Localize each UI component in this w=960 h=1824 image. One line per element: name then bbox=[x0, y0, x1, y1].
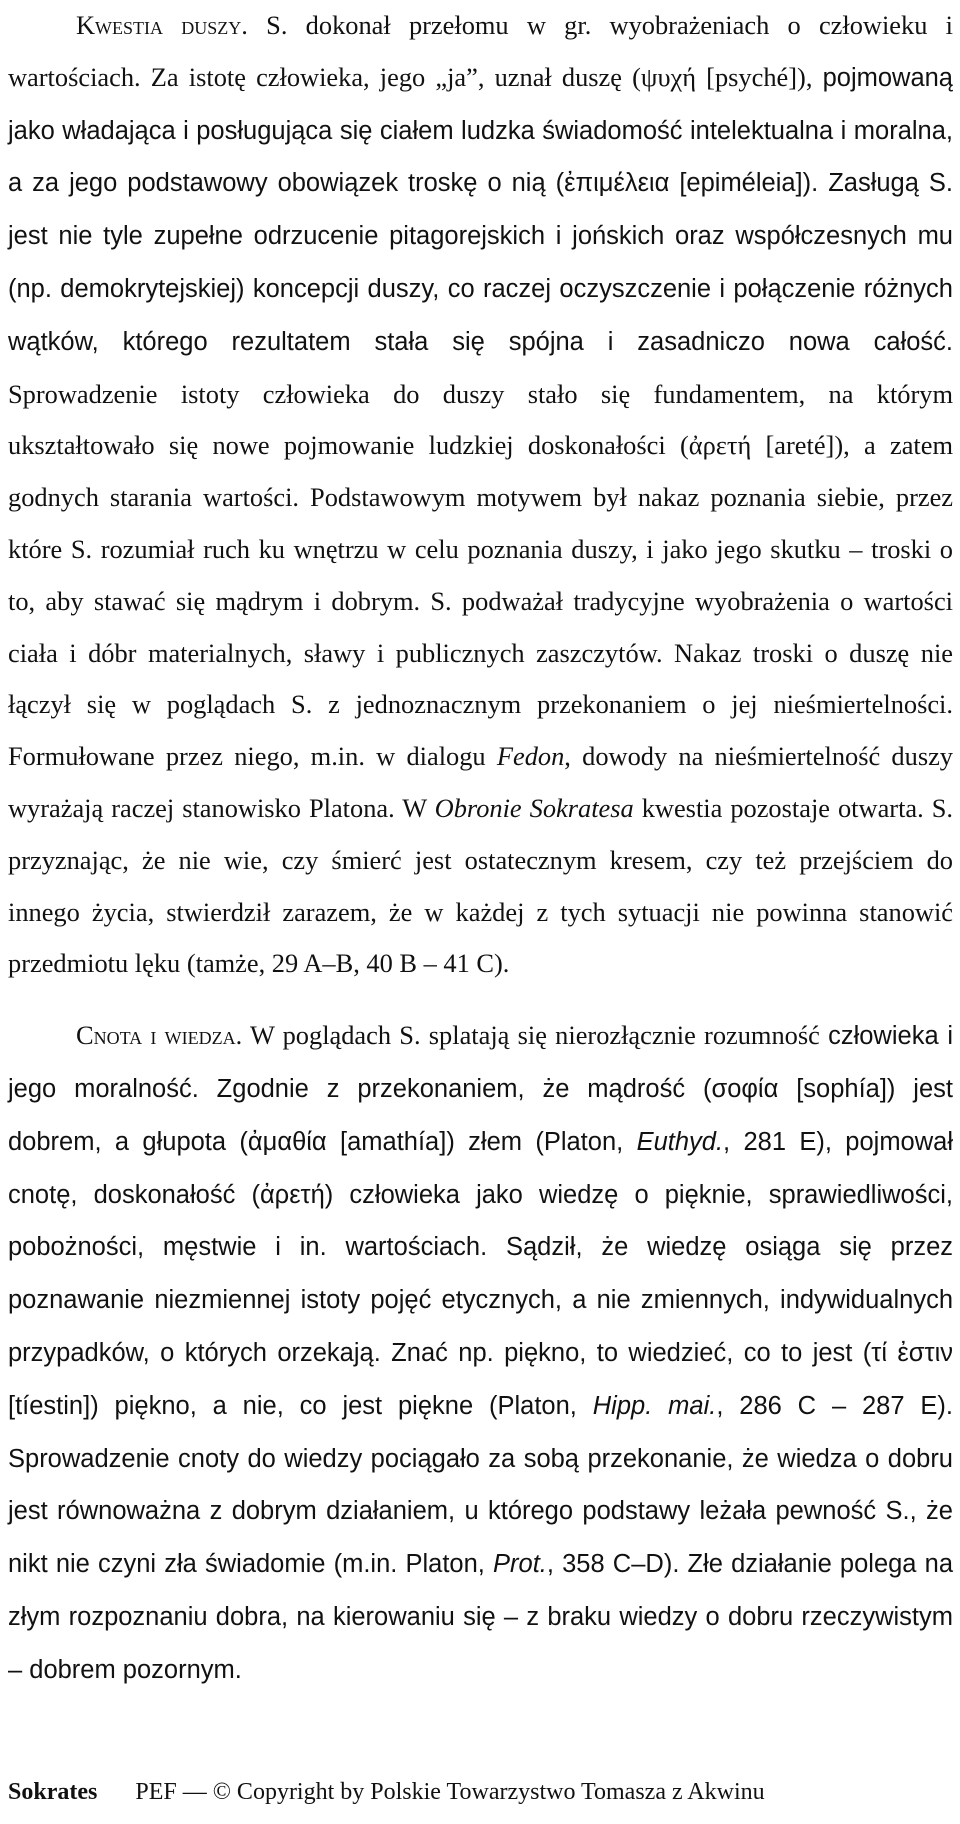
footer-title: Sokrates bbox=[8, 1779, 98, 1805]
text-segment: pojmowaną jako władająca i posługująca się ciałem ludzka świadomość intelektualna i moralna, a za jego podstawowy obowiązek troskę o nią (ἐπιμέλεια [epiméleia]). Zasługą S. jest nie tyle zupełne odrzucenie pitagorejskich i jońskich oraz współczesnych mu (np. demokrytejskiej) koncepcji duszy, co raczej oczyszczenie i połączenie różnych wątków, którego rezultatem stała się spójna i zasadniczo nowa całość. bbox=[8, 63, 953, 356]
italic-reference-hipp-mai: Hipp. mai. bbox=[592, 1391, 717, 1420]
text-segment: , dowody na nieśmiertelność duszy wyrażają raczej stanowisko Platona. W bbox=[8, 741, 953, 823]
text-segment: , 286 C – 287 E). Sprowadzenie cnoty do wiedzy pociągało za sobą przekonanie, że wiedza o dobru jest równoważna z dobrym działaniem, u którego podstawy leżała pewność S., że nikt nie czyni zła świadomie (m.in. Platon, bbox=[8, 1391, 953, 1579]
paragraph-kwestia-duszy bbox=[8, 0, 953, 990]
article-body bbox=[8, 0, 953, 1697]
italic-reference-prot: Prot. bbox=[493, 1550, 547, 1579]
italic-reference-euthyd: Euthyd. bbox=[636, 1127, 724, 1156]
section-heading-kwestia-duszy: Kwestia duszy. bbox=[76, 10, 248, 40]
text-segment: , 358 C–D). Złe działanie polega na złym rozpoznaniu dobra, na kierowaniu się – z braku wiedzy o dobru rzeczywistym – dobrem pozornym. bbox=[8, 1550, 953, 1684]
text-segment: kwestia pozostaje otwarta. S. przyznając, że nie wie, czy śmierć jest ostatecznym kresem, czy też przejściem do innego życia, stwierdził zarazem, że w każdej z tych sytuacji nie powinna stanowić przedmiotu lęku (tamże, 29 A–B, 40 B – 41 C). bbox=[8, 792, 953, 979]
text-segment: , 281 E), pojmował cnotę, doskonałość (ἀρετή) człowieka jako wiedzę o pięknie, sprawiedliwości, pobożności, męstwie i in. wartościach. Sądził, że wiedzę osiąga się przez poznawanie niezmiennej istoty pojęć etycznych, a nie zmiennych, indywidualnych przypadków, o których orzekają. Znać np. piękno, to wiedzieć, co to jest (τί ἐστιν [tíestin]) piękno, a nie, co jest piękne (Platon, bbox=[8, 1127, 954, 1420]
section-heading-cnota-i-wiedza: Cnota i wiedza. bbox=[76, 1020, 243, 1051]
page-footer bbox=[8, 1779, 765, 1806]
text-segment: W poglądach S. splatają się nierozłącznie rozumność bbox=[242, 1020, 829, 1051]
footer-copyright: PEF — © Copyright by Polskie Towarzystwo Tomasza z Akwinu bbox=[135, 1779, 765, 1805]
paragraph-cnota-i-wiedza bbox=[8, 1010, 953, 1696]
italic-title-obrona-sokratesa: Obronie Sokratesa bbox=[434, 792, 634, 823]
text-segment: S. dokonał przełomu w gr. wyobrażeniach o człowieku i wartościach. Za istotę człowieka, jego „ja”, uznał duszę (ψυχή [psyché]), bbox=[8, 10, 953, 92]
text-segment: człowieka i jego moralność. Zgodnie z przekonaniem, że mądrość (σοφία [sophía]) jest dobrem, a głupota (ἀμαθία [amathía]) złem (Platon, bbox=[8, 1022, 954, 1156]
italic-title-fedon: Fedon bbox=[496, 741, 565, 772]
text-segment: Sprowadzenie istoty człowieka do duszy stało się fundamentem, na którym ukształtowało się nowe pojmowanie ludzkiej doskonałości (ἀρετή [areté]), a zatem godnych starania wartości. Podstawowym motywem był nakaz poznania siebie, przez które S. rozumiał ruch ku wnętrzu w celu poznania duszy, i jako jego skutku – troski o to, aby stawać się mądrym i dobrym. S. podważał tradycyjne wyobrażenia o wartości ciała i dóbr materialnych, sławy i publicznych zaszczytów. Nakaz troski o duszę nie łączył się w poglądach S. z jednoznacznym przekonaniem o jej nieśmiertelności. Formułowane przez niego, m.in. w dialogu bbox=[8, 378, 953, 772]
